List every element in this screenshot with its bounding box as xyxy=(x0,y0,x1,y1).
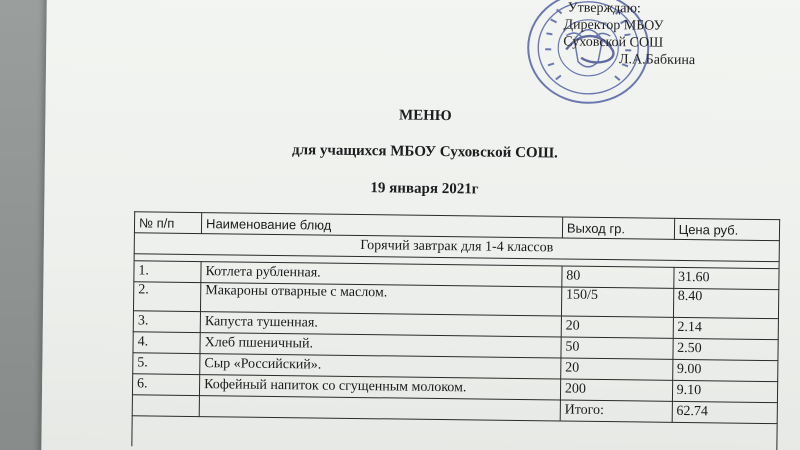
column-header-output: Выход гр. xyxy=(562,217,674,239)
cell-number: 2. xyxy=(133,282,200,312)
cell-price: 31.60 xyxy=(673,267,779,289)
approval-signatory: Л.А.Бабкина xyxy=(619,52,696,69)
cell-dish: Макароны отварные с маслом. xyxy=(201,283,562,316)
cell-dish: Кофейный напиток со сгущенным молоком. xyxy=(200,375,561,400)
cell-price: 9.10 xyxy=(672,380,778,402)
menu-table xyxy=(131,211,780,450)
total-value: 62.74 xyxy=(672,401,778,423)
cell-number: 5. xyxy=(133,353,200,375)
approval-position: Директор МБОУ xyxy=(563,17,664,34)
cell-dish: Хлеб пшеничный. xyxy=(200,333,561,358)
cell-dish: Котлета рубленная. xyxy=(201,262,562,287)
column-header-number: № п/п xyxy=(134,212,201,234)
approval-label: Утверждаю: xyxy=(567,0,641,17)
cell-price: 8.40 xyxy=(673,288,779,318)
cell-output: 20 xyxy=(561,316,673,338)
total-label: Итого: xyxy=(560,400,672,422)
cell-number: 4. xyxy=(133,332,200,354)
cell-number: 6. xyxy=(132,374,199,396)
cell-output: 150/5 xyxy=(561,287,673,317)
document-date: 19 января 2021г xyxy=(370,180,479,198)
cell-dish: Сыр «Российский». xyxy=(200,354,561,379)
approval-block xyxy=(563,0,774,70)
approval-organization: Суховской СОШ xyxy=(563,34,664,51)
cell-output: 20 xyxy=(561,358,673,380)
cell-price: 2.50 xyxy=(673,338,779,360)
cell-output: 200 xyxy=(560,379,672,401)
document-title: МЕНЮ xyxy=(398,107,452,125)
cell-price: 2.14 xyxy=(673,317,779,339)
cell-number: 3. xyxy=(133,311,200,333)
column-header-dish: Наименование блюд xyxy=(201,213,562,238)
document-subtitle: для учащихся МБОУ Суховской СОШ. xyxy=(291,142,558,162)
cell-price: 9.00 xyxy=(672,359,778,381)
menu-document-page xyxy=(41,0,800,450)
section-title: Горячий завтрак для 1-4 классов xyxy=(134,233,779,262)
cell-output: 80 xyxy=(562,266,674,288)
cell-number: 1. xyxy=(134,261,201,283)
column-header-price: Цена руб. xyxy=(674,218,780,240)
cell-empty xyxy=(132,395,199,417)
cell-dish: Капуста тушенная. xyxy=(200,312,561,337)
cell-output: 50 xyxy=(561,337,673,359)
